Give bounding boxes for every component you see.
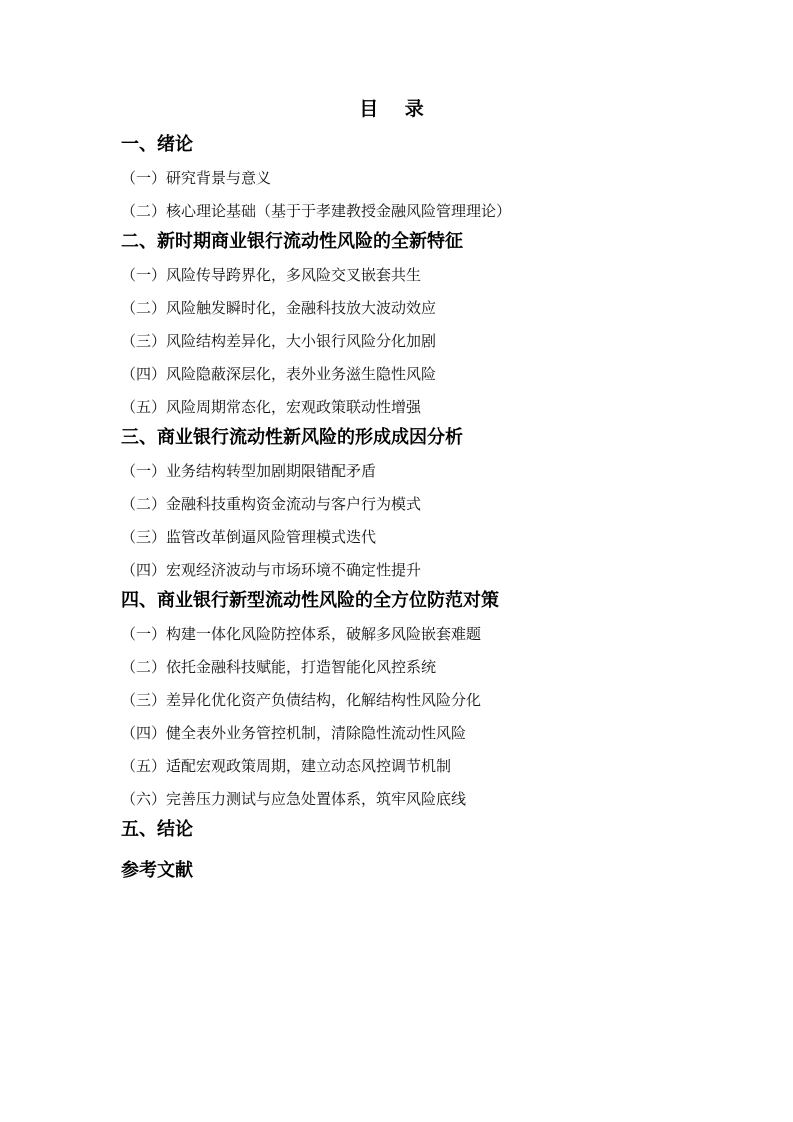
toc-item[interactable]: （一）研究背景与意义 (121, 169, 272, 187)
toc-section-heading[interactable]: 二、新时期商业银行流动性风险的全新特征 (121, 231, 463, 252)
toc-section-heading[interactable]: 参考文献 (121, 860, 193, 881)
toc-item[interactable]: （四）宏观经济波动与市场环境不确定性提升 (121, 561, 422, 579)
table-of-contents (121, 132, 741, 884)
toc-item[interactable]: （二）核心理论基础（基于于孝建教授金融风险管理理论） (121, 202, 512, 220)
toc-item[interactable]: （三）差异化优化资产负债结构，化解结构性风险分化 (121, 691, 482, 709)
toc-section-6 (121, 858, 741, 884)
toc-item[interactable]: （四）健全表外业务管控机制，清除隐性流动性风险 (121, 724, 467, 742)
toc-item[interactable]: （一）风险传导跨界化，多风险交叉嵌套共生 (121, 266, 422, 284)
toc-section-5 (121, 817, 741, 843)
toc-item[interactable]: （二）金融科技重构资金流动与客户行为模式 (121, 495, 422, 513)
toc-section-heading[interactable]: 三、商业银行流动性新风险的形成成因分析 (121, 427, 463, 448)
toc-item[interactable]: （二）依托金融科技赋能，打造智能化风控系统 (121, 658, 437, 676)
toc-item[interactable]: （五）风险周期常态化，宏观政策联动性增强 (121, 398, 422, 416)
toc-item[interactable]: （三）监管改革倒逼风险管理模式迭代 (121, 528, 377, 546)
toc-item[interactable]: （五）适配宏观政策周期，建立动态风控调节机制 (121, 757, 452, 775)
toc-item[interactable]: （二）风险触发瞬时化，金融科技放大波动效应 (121, 299, 437, 317)
toc-section-2 (121, 229, 741, 418)
toc-section-heading[interactable]: 一、绪论 (121, 134, 193, 155)
toc-section-1 (121, 132, 741, 222)
toc-item[interactable]: （三）风险结构差异化，大小银行风险分化加剧 (121, 332, 437, 350)
toc-section-heading[interactable]: 四、商业银行新型流动性风险的全方位防范对策 (121, 590, 499, 611)
page-title: 目 录 (359, 98, 434, 120)
toc-item[interactable]: （一）构建一体化风险防控体系，破解多风险嵌套难题 (121, 625, 482, 643)
toc-item[interactable]: （四）风险隐蔽深层化，表外业务滋生隐性风险 (121, 365, 437, 383)
toc-section-heading[interactable]: 五、结论 (121, 819, 193, 840)
toc-section-4 (121, 588, 741, 810)
toc-item[interactable]: （一）业务结构转型加剧期限错配矛盾 (121, 462, 377, 480)
toc-item[interactable]: （六）完善压力测试与应急处置体系，筑牢风险底线 (121, 790, 467, 808)
toc-section-3 (121, 425, 741, 581)
